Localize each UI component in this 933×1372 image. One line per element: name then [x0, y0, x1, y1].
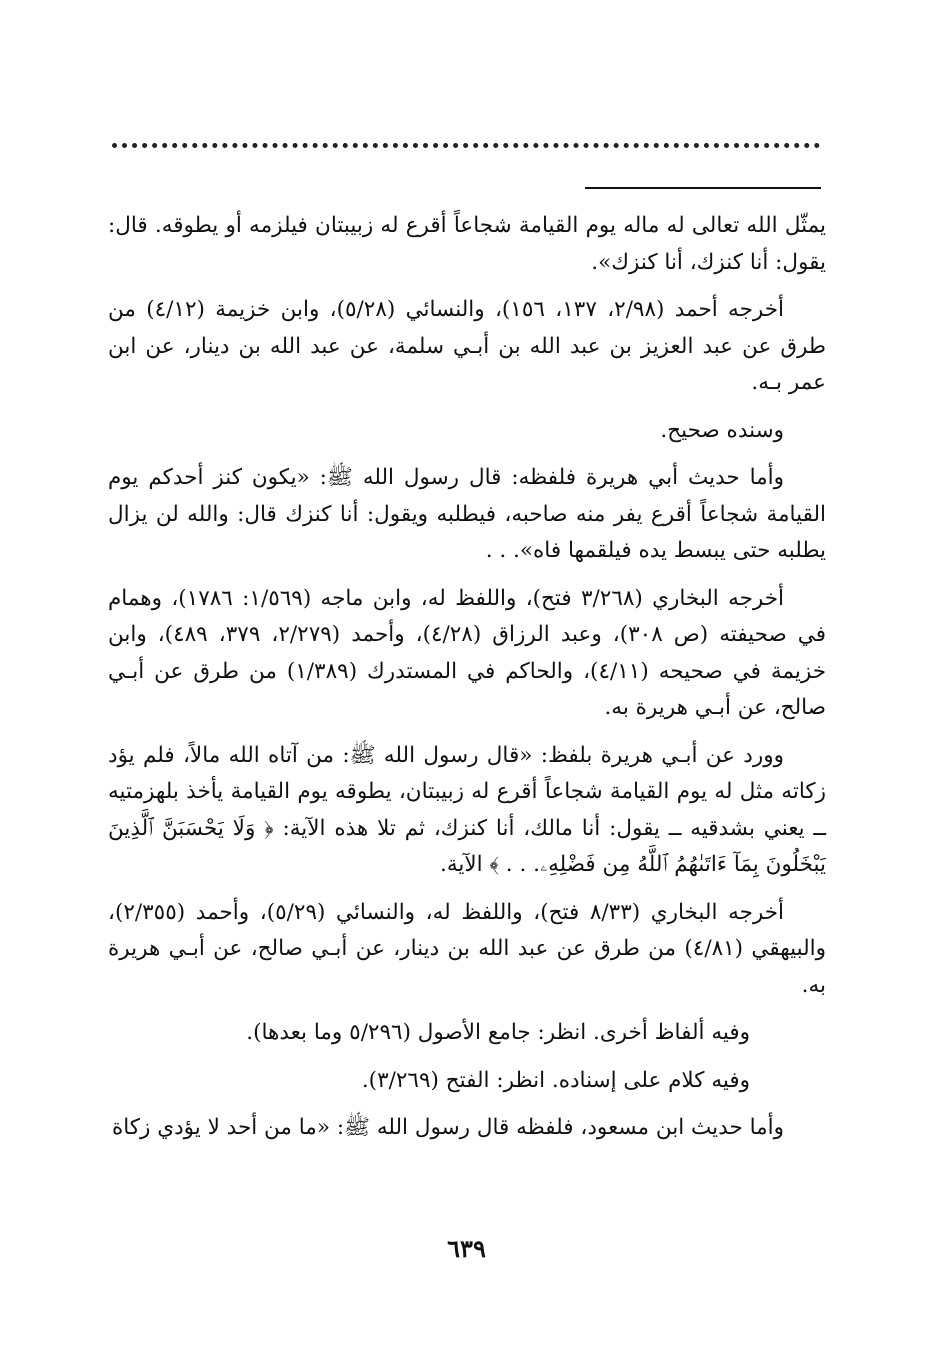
paragraph-10: وأما حديث ابن مسعود، فلفظه قال رسول الله ﷺ: «ما من أحد لا يؤدي زكاة — [111, 1115, 784, 1140]
paragraph-8: وفيه ألفاظ أخرى. انظر: جامع الأصول (٥/٢٩٦ وما بعدها). — [246, 1020, 750, 1045]
paragraph-7: أخرجه البخاري (٨/٣٣ فتح)، واللفظ له، والنسائي (٥/٢٩)، وأحمد (٢/٣٥٥)، والبيهقي (٤/٨١) من طرق عن عبد الله بن دينار، عن أبـي صالح، عن أبـي هريرة به. — [108, 899, 826, 998]
page-number: ٦٣٩ — [447, 1234, 486, 1263]
paragraph-6: وورد عن أبـي هريرة بلفظ: «قال رسول الله ﷺ: من آتاه الله مالاً، فلم يؤد زكاته مثل له يوم القيامة شجاعاً أقرع له زبيبتان، يطوقه يوم القيامة يأخذ بلهزمتيه ــ يعني بشدقيه ــ يقول: أنا مالك، أنا كنزك، ثم تلا هذه الآية: ﴿ وَلَا يَحْسَبَنَّ ٱلَّذِينَ يَبْخَلُونَ بِمَآ ءَاتَىٰهُمُ ٱللَّهُ مِن فَضْلِهِۦ. . . ﴾ الآية. — [108, 742, 826, 877]
paragraph-1: يمثّل الله تعالى له ماله يوم القيامة شجاعاً أقرع له زبيبتان فيلزمه أو يطوقه. قال: يقول: أنا كنزك، أنا كنزك». — [108, 213, 826, 275]
dotted-separator — [112, 143, 820, 148]
paragraph-4: وأما حديث أبي هريرة فلفظه: قال رسول الله ﷺ: «يكون كنز أحدكم يوم القيامة شجاعاً أقرع يفر منه صاحبه، فيطلبه ويقول: أنا كنزك قال: والله لن يزال يطلبه حتى يبسط يده فيلقمها فاه». . . — [108, 465, 826, 563]
paragraph-3: وسنده صحيح. — [660, 417, 784, 443]
paragraph-5: أخرجه البخاري (٣/٢٦٨ فتح)، واللفظ له، وابن ماجه (١/٥٦٩: ١٧٨٦)، وهمام في صحيفته (ص ٣٠٨)، وعبد الرزاق (٤/٢٨)، وأحمد (٢/٢٧٩، ٣٧٩، ٤٨٩)، وابن خزيمة في صحيحه (٤/١١)، والحاكم في المستدرك (١/٣٨٩) من طرق عن أبـي صالح، عن أبـي هريرة به. — [108, 585, 826, 720]
page-body — [108, 208, 826, 1158]
paragraph-2: أخرجه أحمد (٢/٩٨، ١٣٧، ١٥٦)، والنسائي (٥/٢٨)، وابن خزيمة (٤/١٢) من طرق عن عبد العزيز بن عبد الله بن أبـي سلمة، عن عبد الله بن دينار، عن ابن عمر بـه. — [108, 297, 826, 395]
footnote-rule — [585, 187, 821, 189]
paragraph-9: وفيه كلام على إسناده. انظر: الفتح (٣/٢٦٩). — [361, 1067, 750, 1093]
